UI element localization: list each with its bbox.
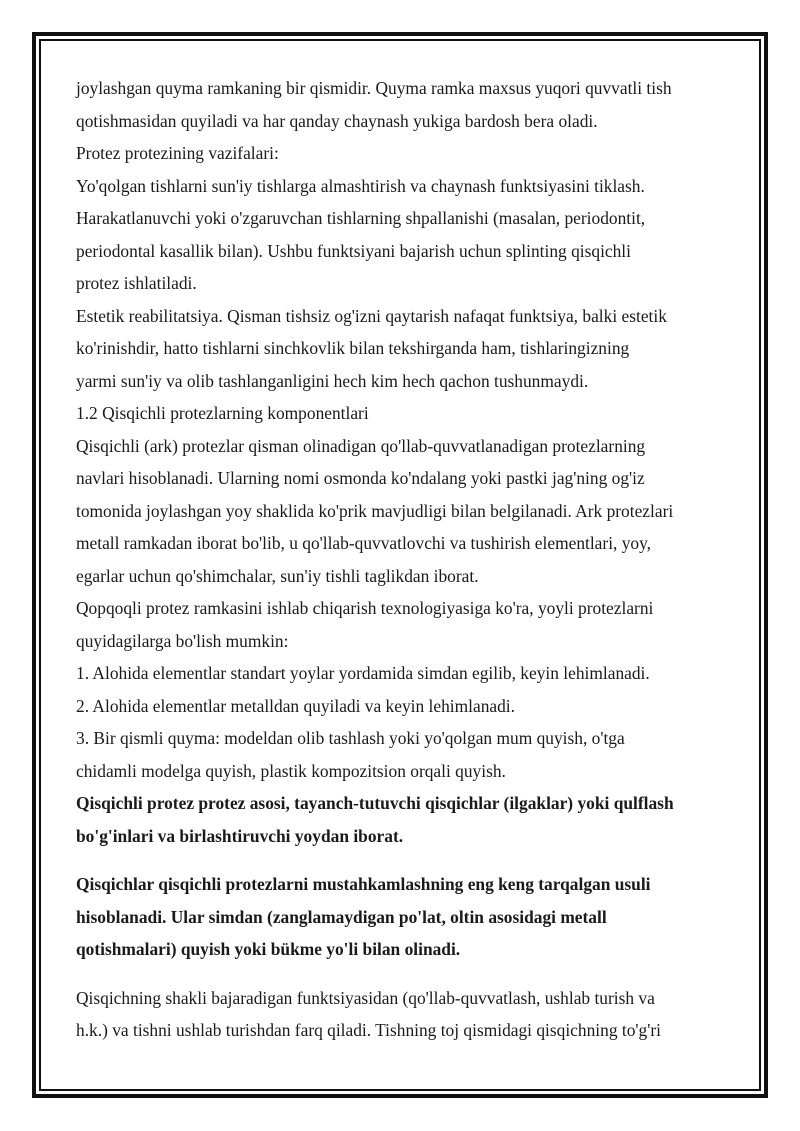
text-line: Qisqichlar qisqichli protezlarni mustahkamlashning eng keng tarqalgan usuli [76,874,651,894]
paragraph [76,722,736,787]
text-line: Estetik reabilitatsiya. Qisman tishsiz og'izni qaytarish nafaqat funktsiya, balki estetik [76,305,667,326]
paragraph [76,657,736,690]
text-line: Qisqichli protez protez asosi, tayanch-tutuvchi qisqichlar (ilgaklar) yoki qulflash [76,793,674,813]
paragraph [76,982,736,1047]
text-line: 3. Bir qismli quyma: modeldan olib tashlash yoki yo'qolgan mum quyish, o'tga [76,728,625,748]
text-line: joylashgan quyma ramkaning bir qismidir. Quyma ramka maxsus yuqori quvvatli tish [76,78,672,98]
paragraph [76,137,736,170]
text-line: periodontal kasallik bilan). Ushbu funktsiyani bajarish uchun splinting qisqichli [76,240,631,261]
paragraph [76,170,736,203]
text-line: yarmi sun'iy va olib tashlanganligini hech kim hech qachon tushunmaydi. [76,370,589,391]
text-line: 2. Alohida elementlar metalldan quyiladi va keyin lehimlanadi. [76,695,515,716]
text-line: Qisqichli (ark) protezlar qisman olinadigan qo'llab-quvvatlanadigan protezlarning [76,435,646,456]
text-line: ko'rinishdir, hatto tishlarni sinchkovlik bilan tekshirganda ham, tishlaringizning [76,338,630,358]
text-line: chidamli modelga quyish, plastik kompozitsion orqali quyish. [76,760,506,781]
text-line: bo'g'inlari va birlashtiruvchi yoydan iborat. [76,825,404,846]
text-line: egarlar uchun qo'shimchalar, sun'iy tishli taglikdan iborat. [76,565,479,586]
paragraph [76,430,736,593]
paragraph [76,592,736,657]
text-line: navlari hisoblanadi. Ularning nomi osmonda ko'ndalang yoki pastki jag'ning og'iz [76,468,645,488]
text-line: qotishmalari) quyish yoki bükme yo'li bilan olinadi. [76,939,461,959]
paragraph [76,202,736,300]
paragraph [76,397,736,430]
text-line: Yo'qolgan tishlarni sun'iy tishlarga almashtirish va chaynash funktsiyasini tiklash. [76,175,645,196]
document-body [76,72,736,1047]
text-line: hisoblanadi. Ular simdan (zanglamaydigan po'lat, oltin asosidagi metall [76,906,607,927]
text-line: 1.2 Qisqichli protezlarning komponentlari [76,403,369,423]
bold-paragraph [76,787,736,852]
text-line: quyidagilarga bo'lish mumkin: [76,630,289,651]
paragraph [76,72,736,137]
bold-paragraph [76,868,736,966]
text-line: qotishmasidan quyiladi va har qanday chaynash yukiga bardosh bera oladi. [76,110,598,131]
paragraph [76,690,736,723]
text-line: tomonida joylashgan yoy shaklida ko'prik mavjudligi bilan belgilanadi. Ark protezlari [76,500,674,521]
text-line: Harakatlanuvchi yoki o'zgaruvchan tishlarning shpallanishi (masalan, periodontit, [76,208,646,228]
text-line: Qopqoqli protez ramkasini ishlab chiqarish texnologiyasiga ko'ra, yoyli protezlarni [76,598,654,618]
text-line: h.k.) va tishni ushlab turishdan farq qiladi. Tishning toj qismidagi qisqichning to'g'ri [76,1020,661,1040]
paragraph [76,300,736,398]
text-line: Protez protezining vazifalari: [76,143,279,163]
text-line: Qisqichning shakli bajaradigan funktsiyasidan (qo'llab-quvvatlash, ushlab turish va [76,987,655,1008]
text-line: 1. Alohida elementlar standart yoylar yordamida simdan egilib, keyin lehimlanadi. [76,663,650,683]
text-line: protez ishlatiladi. [76,273,197,293]
text-line: metall ramkadan iborat bo'lib, u qo'llab-quvvatlovchi va tushirish elementlari, yoy, [76,533,652,553]
